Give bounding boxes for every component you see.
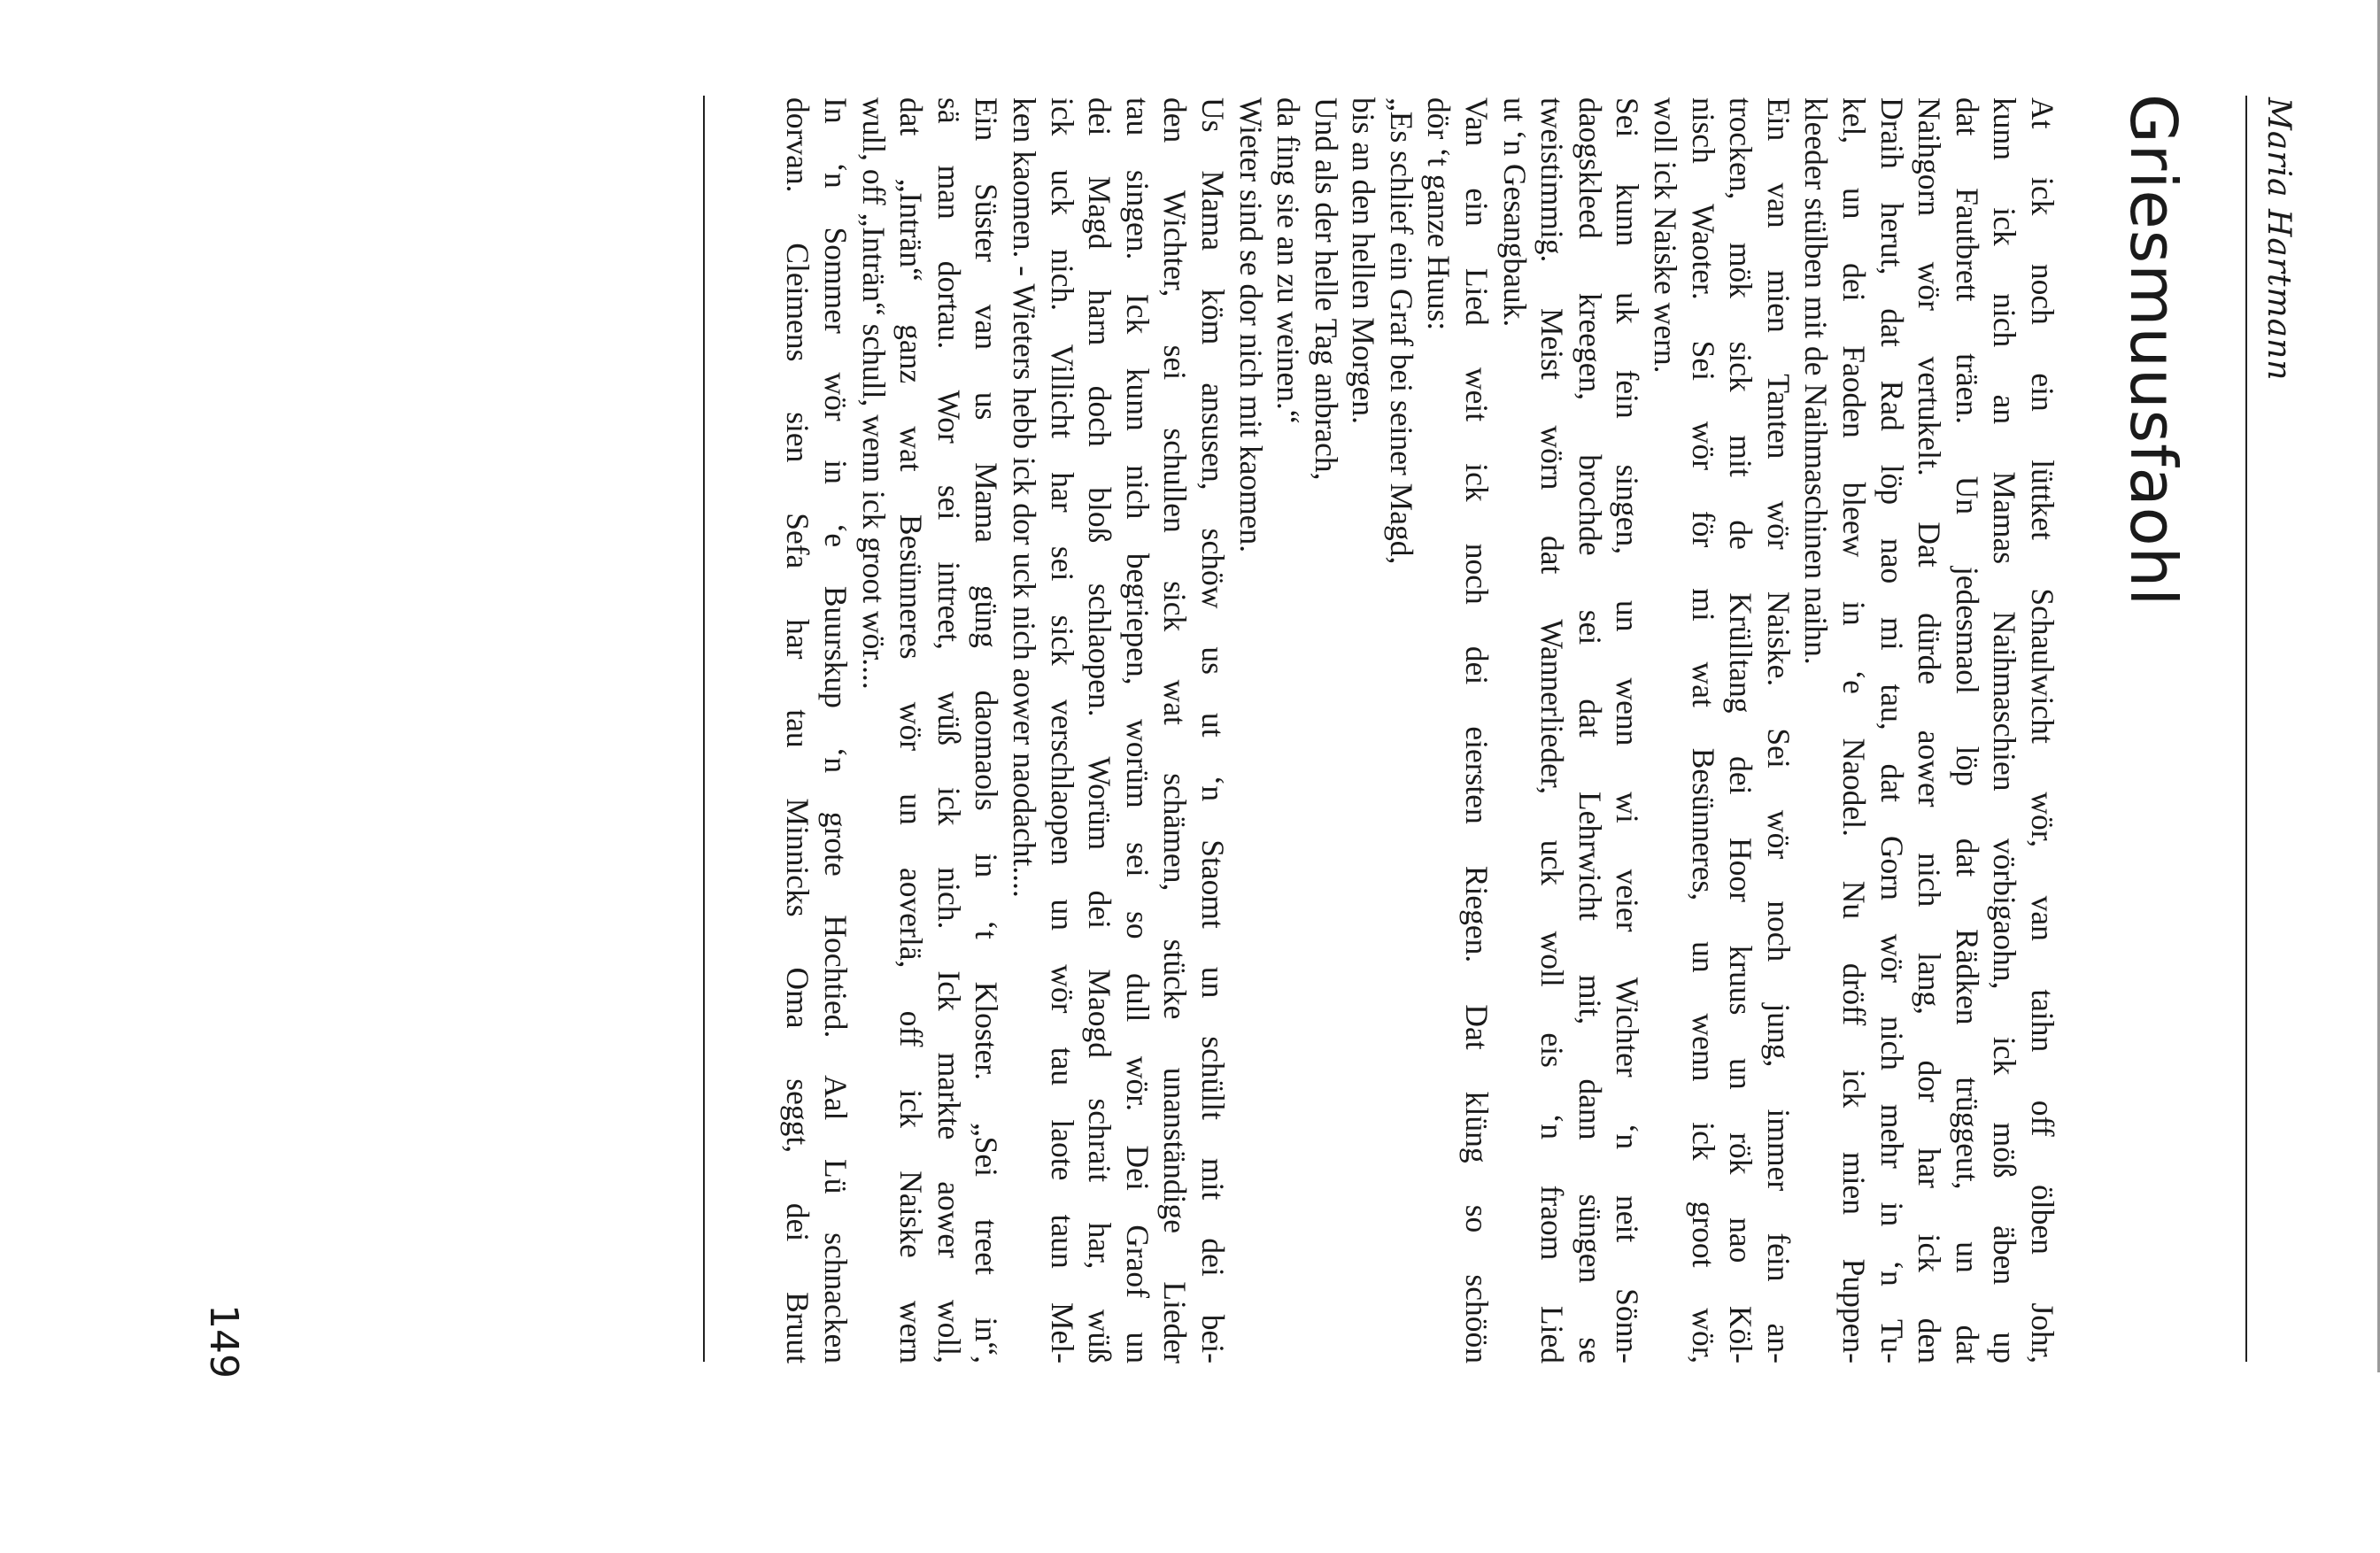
text-line: kleeder stülben mit de Naihmaschinen naihn.: [1798, 97, 1835, 665]
header-rule: [2245, 96, 2247, 1362]
text-line: tau singen. Ick kunn nich begriepen, worüm sei so dull wör. Dei Graof un: [1119, 97, 1155, 1364]
page-number: 149: [201, 1304, 246, 1379]
text-line: Naihgorn wör vertukelt. Dat dürde aower nich lang, dor har ick den: [1912, 97, 1948, 1364]
text-line: kunn ick nich an Mamas Naihmaschien vörbigaohn, ick möß äben up: [1987, 97, 2023, 1364]
text-line: „Es schlief ein Graf bei seiner Magd,: [1383, 97, 1419, 565]
text-line: dat „Inträn“ ganz wat Besünneres wör un aoverlä, off ick Naiske wern: [893, 97, 930, 1364]
text-line: trocken, mök sick mit de Krülltang dei Hoor kruus un rök nao Köl-: [1723, 97, 1759, 1364]
text-line: Ein Süster van us Mama güng daomaols in ‘t Kloster. „Sei treet in“,: [969, 97, 1005, 1364]
text-line: daogskleed kreegen, brochde sei dat Lehrwicht mit, dann süngen se: [1572, 97, 1608, 1364]
footer-rule: [703, 96, 705, 1362]
text-line: dei Magd harn doch bloß schlaopen. Worüm dei Maogd schrait har, wüß: [1082, 97, 1118, 1364]
text-line: Draih herut, dat Rad löp nao mi tau, dat Gorn wör nich mehr in ‘n Tu-: [1874, 97, 1910, 1364]
text-line: bis an den hellen Morgen.: [1346, 97, 1382, 425]
text-line: Wieter sind se dor nich mit kaomen.: [1232, 97, 1269, 553]
text-line: woll ick Naiske wern.: [1648, 97, 1684, 374]
text-line: sä man dortau. Wor sei intreet, wüß ick nich. Ick markte aower woll,: [931, 97, 967, 1364]
text-line: Us Mama köm ansusen, schöw us ut ‘n Staomt un schüllt mit dei bei-: [1194, 97, 1231, 1364]
text-line: Und als der helle Tag anbrach,: [1308, 97, 1344, 481]
page-title: Griesmuusfaohl: [2116, 94, 2191, 607]
text-line: kel, un dei Faoden bleew in ‘e Naodel. Nu dröff ick mien Puppen-: [1836, 97, 1873, 1364]
body-text: [779, 97, 2061, 1364]
text-line: den Wichter, sei schullen sick wat schämen, stücke unanständige Lieder: [1157, 97, 1194, 1364]
text-line: ut ‘n Gesangbauk.: [1496, 97, 1533, 328]
text-line: nisch Waoter. Sei wör för mi wat Besünneres, un wenn ick groot wör,: [1685, 97, 1721, 1364]
text-line: In ‘n Sommer wör in ‘e Buurskup ‘n grote Hochtied. Aal Lü schnacken: [818, 97, 854, 1364]
text-line: dorvan. Cleimens sien Sefa har tau Minnicks Oma seggt, dei Bruut: [780, 97, 816, 1364]
text-line: At ick noch ein lüttket Schaulwicht wör, van taihn off ölben Johr,: [2025, 97, 2060, 1364]
text-line: wull, off „Inträn“ schull, wenn ick groot wör....: [855, 97, 892, 690]
text-line: ken kaomen. - Wieters hebb ick dor uck nich aower naodacht....: [1006, 97, 1042, 898]
text-line: Sei kunn uk fein singen, un wenn wi veier Wichter ‘n neit Sönn-: [1610, 97, 1646, 1364]
author-name: Maria Hartmann: [2260, 97, 2297, 382]
text-line: tweistimmig. Meist wörn dat Wannerlieder, uck woll eis ‘n fraom Lied: [1534, 97, 1571, 1364]
text-line: ick uck nich. Villicht har sei sick verschlaopen un wör tau laote taun Mel-: [1044, 97, 1080, 1364]
text-line: da fing sie an zu weinen.“: [1271, 97, 1307, 424]
text-line: dör ‘t ganze Huus:: [1421, 97, 1457, 331]
text-line: dat Fautbrett träen. Un jedesmaol löp dat Rädken trüggeut, un dat: [1949, 97, 1985, 1364]
text-line: Van ein Lied weit ick noch dei eiersten Riegen. Dat klüng so schöön: [1459, 97, 1495, 1364]
text-line: Ein van mien Tanten wör Naiske. Sei wör noch jung, immer fein an-: [1760, 97, 1797, 1364]
